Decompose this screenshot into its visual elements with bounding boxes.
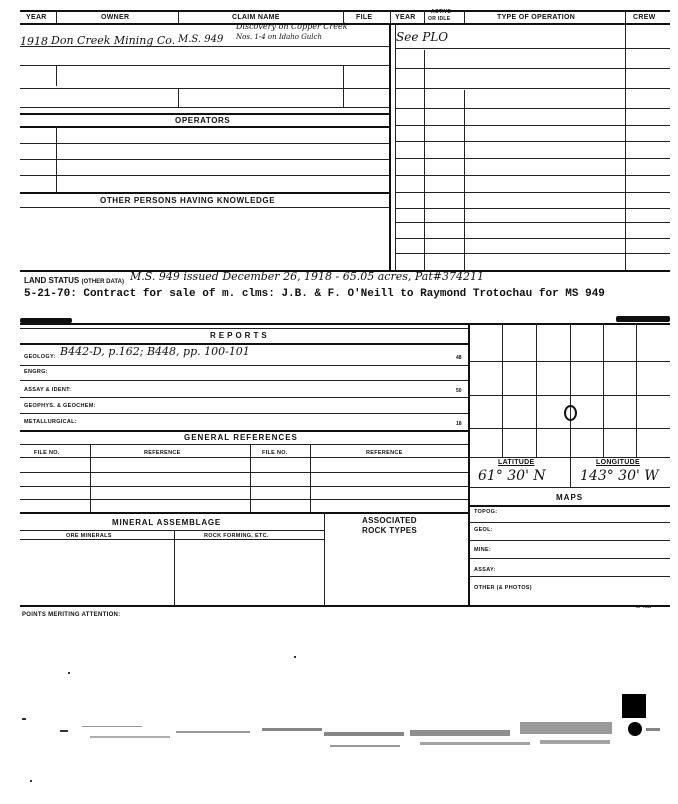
- header-active: ACTIVE: [431, 9, 452, 15]
- entry-claim-note-1: Discovery on Copper Creek: [236, 22, 348, 31]
- other-persons-label: OTHER PERSONS HAVING KNOWLEDGE: [100, 196, 276, 205]
- geology-label: GEOLOGY:: [24, 354, 56, 360]
- longitude-label: LONGITUDE: [596, 459, 640, 466]
- maps-assay: ASSAY:: [474, 567, 496, 573]
- assay-ident-label: ASSAY & IDENT:: [24, 387, 72, 393]
- header-idle: OR IDLE: [428, 16, 451, 22]
- ref-reference-1: REFERENCE: [144, 450, 181, 456]
- header-file: FILE: [356, 14, 373, 21]
- maps-topog: TOPOG:: [474, 509, 498, 515]
- ore-minerals-label: ORE MINERALS: [66, 533, 112, 539]
- location-marker: [564, 405, 577, 421]
- geology-num: 48: [456, 355, 462, 361]
- operators-label: OPERATORS: [175, 116, 231, 125]
- associated-rock-types-2: ROCK TYPES: [362, 526, 418, 535]
- ref-file-no-1: FILE NO.: [34, 450, 60, 456]
- ref-file-no-2: FILE NO.: [262, 450, 288, 456]
- metallurgical-label: METALLURGICAL:: [24, 419, 77, 425]
- maps-other: OTHER (& PHOTOS): [474, 585, 532, 591]
- latitude-value: 61° 30' N: [478, 468, 546, 484]
- maps-geol: GEOL:: [474, 527, 493, 533]
- metallurgical-num: 18: [456, 421, 462, 427]
- latitude-label: LATITUDE: [498, 459, 535, 466]
- header-year: YEAR: [26, 14, 47, 21]
- geology-value: B442-D, p.162; B448, pp. 100-101: [60, 345, 250, 358]
- entry-owner: Don Creek Mining Co.: [51, 34, 176, 47]
- points-meriting-attention-label: POINTS MERITING ATTENTION:: [22, 612, 121, 618]
- header-crew: CREW: [633, 14, 656, 21]
- assay-num: 50: [456, 388, 462, 394]
- land-status-label: LAND STATUS (OTHER DATA): [24, 276, 124, 285]
- associated-rock-types-1: ASSOCIATED: [362, 516, 417, 525]
- general-references-title: GENERAL REFERENCES: [184, 433, 298, 442]
- form-code: SP 7613: [636, 604, 652, 609]
- maps-mine: MINE:: [474, 547, 492, 553]
- entry-year: 1918: [20, 35, 48, 48]
- black-square: [622, 694, 646, 718]
- geophys-geochem-label: GEOPHYS. & GEOCHEM:: [24, 403, 96, 409]
- land-status-handwritten: M.S. 949 issued December 26, 1918 - 65.05 acres, Pat#374211: [130, 270, 484, 283]
- entry-claim: M.S. 949: [178, 34, 224, 45]
- longitude-value: 143° 30' W: [580, 468, 659, 484]
- reports-title: REPORTS: [210, 331, 270, 340]
- ref-reference-2: REFERENCE: [366, 450, 403, 456]
- header-year-2: YEAR: [395, 14, 416, 21]
- maps-title: MAPS: [556, 493, 584, 502]
- header-claim-name: CLAIM NAME: [232, 14, 280, 21]
- engrg-label: ENGRG:: [24, 369, 48, 375]
- land-status-typed: 5-21-70: Contract for sale of m. clms: J.B. & F. O'Neill to Raymond Trotochau for MS 949: [24, 288, 605, 300]
- mineral-assemblage-title: MINERAL ASSEMBLAGE: [112, 518, 222, 527]
- header-owner: OWNER: [101, 14, 130, 21]
- entry-claim-note-2: Nos. 1-4 on Idaho Gulch: [236, 33, 322, 41]
- entry-see-plo: See PLO: [396, 30, 449, 44]
- header-type-of-operation: TYPE OF OPERATION: [497, 14, 576, 21]
- rock-forming-label: ROCK FORMING, ETC.: [204, 533, 269, 539]
